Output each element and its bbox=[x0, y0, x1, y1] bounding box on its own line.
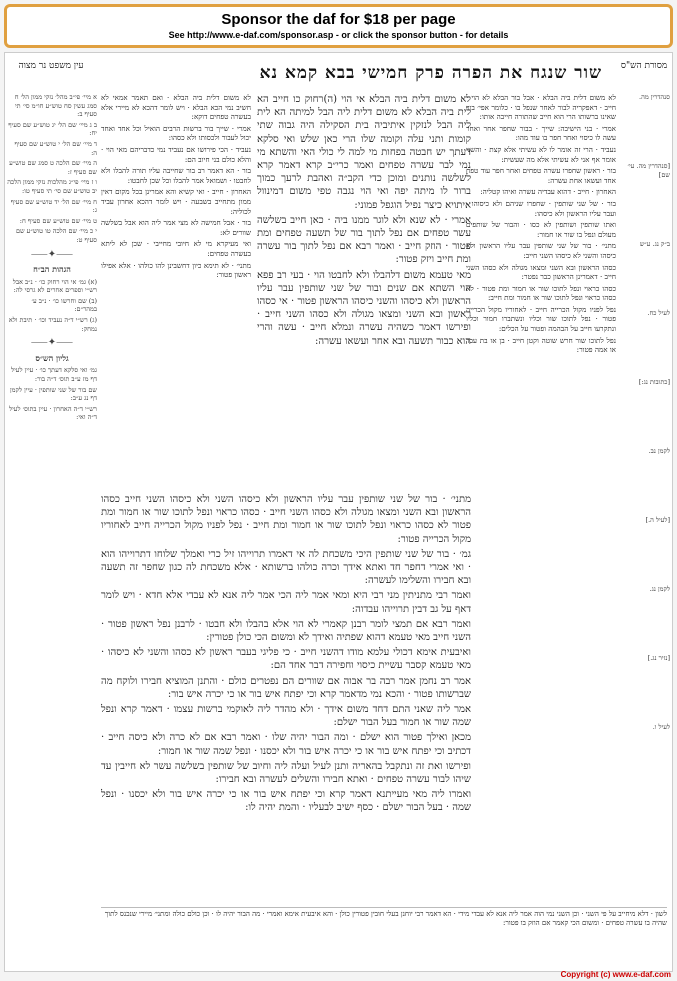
gemara-paragraph: ואמר רבי מתניתין מני רבי היא ומאי אמר ליה הכי אמר ליה אנא לא עבדי אלא חדא · ויש לומר דאף על גב דבין תרוייהו עבדוה: bbox=[101, 590, 471, 615]
gemara-paragraph: ואמרו ליה מאי מעייתנא דאמר קרא וכי יפתח איש בור או כי יכרה איש בור ולא יכסנו · ונפל שמה · בעל הבור ישלם · כסף ישיב לבעליו · והמת יהיה לו: bbox=[101, 789, 471, 814]
ein-mishpat-entry: א מיי׳ פי״ב מהל׳ נזקי ממון הל׳ ח סמג עשין סח טוש״ע חו״מ סי׳ תי סעיף ב: bbox=[14, 93, 97, 119]
gemara-paragraph: ואמר רבא אם תמצי לומר רבנן קאמרי לא הוי אלא בהבלו ולא חבטו · לרבנן נפל ראשון פטור · השני חייב מאי טעמא דהוא שפתיה ואידך לא ומשום הכי כולן פטורין: bbox=[101, 618, 471, 644]
tosafot-paragraph: אמרי · שייך בור ברשות הרבים הואיל וכל אחד ואחד יכול לעבור ולכסותו ולא כסהו: bbox=[101, 123, 251, 143]
massoret-reference: [כתובות נג:] bbox=[638, 378, 670, 386]
haggahot-entry: (א) גמ׳ אי הוי רחוק כו׳ · נ״ב אבל רש״י וספרים אחרים לא גרסי לה: bbox=[12, 277, 97, 295]
ein-mishpat-entry: ד מיי׳ שם הל׳ י טוש״ע שם סעיף ה: bbox=[14, 139, 97, 157]
gemara-paragraph: לא משום דלית ביה הבלא אי הוי (ה)רחוק כו חייב הא לית ביה הבלא לא משום דלית ליה הבל למיתה הא לית ליה הבל לנזקין איתיביה בית הסקילה היה גבוה שתי קומות ותני עלה וקומה שלו הרי כאן שלש ואי סלקא דעתך יש חבטה בפחות מי למה לי כולי האי והשתא מי נמי לבר עשרה טפחים ואמר כרי״ב קרא דאמר קרא לשלשה נותנים ומוכן כדי הקב״ה ואהבת לרעך כמוך ברור לו מיתה יפה ואי הוי נגבה טפי משום דמינוול איתויא כיצר נפיל הוגפל פמוני: bbox=[257, 94, 471, 211]
rashi-paragraph: כסהו הראשון ובא השני ומצאו מגולה ולא כסהו השני חייב · דאמרינן הראשון כבר נפטר: bbox=[466, 262, 616, 282]
ein-mishpat-entry: ב ג מיי׳ שם הל׳ יג טוש״ע שם סעיף יח: bbox=[8, 120, 97, 138]
ein-mishpat-entry: ט מיי׳ שם טוש״ע שם סעיף ח: bbox=[19, 216, 97, 225]
ein-mishpat-entry: ח מיי׳ שם הל׳ יד טוש״ע שם סעיף ג: bbox=[10, 197, 97, 215]
gemara-paragraph: מכאן ואילך פטור הוא ישלם · ומה הבור יהיה שלו · ואמר רבא אם לא כרה ולא כיסה חייב · דכתיב וכי יפתח איש בור או כי יכרה איש בור ולא יכסנו · ונפל שמה שור או חמור: bbox=[101, 732, 471, 757]
gemara-paragraph: גמ׳ · בור של שני שותפין היכי משכחת לה אי דאמרו תרוייהו זיל כרי ואמלך שלוחו דתרוייהו הוא · ואי אמרי דחפר חד ואתא אידך וכרה כולהו ברשותא · אלא משכחת לה כגון שחפר זה תשעה ובא חבירו והשלימו לעשרה: bbox=[101, 548, 471, 587]
massoret-reference: [נזיר נג.] bbox=[647, 654, 670, 662]
massoret-reference: [לעיל ה.] bbox=[645, 516, 670, 524]
gemara-paragraph: ואיבעית אימא דכולי עלמא מודו דהשני חייב · כי פליגי בעבר ראשון לא כסהו והשני לא כיסהו · מאי טעמא קסבר עשיית כיסוי וחפירה דבר אחד הם: bbox=[101, 647, 471, 672]
rashi-paragraph: נעביד · הרי זה אומר לו לא עשיתי אלא קצת · והשני אומר אף אני לא עשיתי אלא מה שעשית: bbox=[466, 144, 616, 164]
ein-mishpat-entry: ה מיי׳ שם הלכה ט סמג שם טוש״ע שם סעיף ז: bbox=[9, 159, 97, 176]
gilyon-entry: גמ׳ ואי סלקא דעתך כו׳ · עיין לעיל דף מז ע״ב תוס׳ ד״ה בור: bbox=[11, 366, 97, 384]
tosafot-commentary bbox=[101, 93, 251, 633]
massoret-reference: סנהדרין מה. bbox=[639, 93, 670, 101]
gemara-text-top bbox=[257, 93, 471, 493]
rashi-commentary bbox=[466, 93, 616, 809]
rashi-paragraph: נפל לתוכו שור חרש שוטה וקטן חייב · בן או בת עבד או אמה פטור: bbox=[466, 335, 616, 355]
bottom-commentary: לשון · דלא מיחייב על פי השני · וכן השני נמי הוה אמר ליה אנא לא עבדי מידי · הא דאמר רבי יוחנן בעלי חובין פטורין כולן · והא איבעית אימא ואמרי · מה הבור יהיה לו · וכן כולם כולה ומתני׳ מיירי שנכנס לתוך שהיה בו עשרה טפחים · ומשום הכי קאמר אם הוזק בו פטור: bbox=[101, 907, 667, 937]
talmud-page bbox=[4, 52, 673, 972]
tosafot-paragraph: מתני׳ · לא תימא כיון דחשבינן להו כולהו · אלא אפילו ראשון פטור: bbox=[101, 260, 251, 280]
rashi-paragraph: נפל לפניו מקול הכרייה חייב · לאחוריו מקול הכרייה פטור · נפל לתוכו שור וכליו ונשתברו חמור וכליו ונתקרעו חייב על הבהמה ופטור על הכלים: bbox=[466, 304, 616, 334]
ein-mishpat-entry: י כ מיי׳ שם הלכה טו טוש״ע שם סעיף ט: bbox=[15, 227, 97, 244]
gilyon-entry: שם בור של שני שותפין · עיין לקמן דף נג ע״ב: bbox=[9, 385, 97, 403]
massoret-reference: [סנהדרין מה. עי׳ שם] bbox=[627, 162, 670, 179]
ein-mishpat-entry: ו ז מיי׳ פי״ג מהלכות נזקי ממון הלכה יב טוש״ע שם סי׳ תי סעיף טו: bbox=[7, 178, 97, 195]
gemara-paragraph: מתני׳ · בור של שני שותפין עבר עליו הראשון ולא כיסהו השני ולא כיסהו השני חייב כסהו הראשון ובא השני ומצאו מגולה ולא כסהו השני חייב · כסהו כראוי ונפל לתוכו שור או חמור ומת פטור לא כסהו כראוי ונפל לתוכו שור או חמור ומת חייב · נפל לפניו מקול הכרייה חייב לאחוריו מקול הכרייה פטור: bbox=[101, 494, 471, 545]
gilyon-entry: רש״י ד״ה האחרון · עיין בתוס׳ לעיל ד״ה ואי: bbox=[9, 404, 97, 422]
copyright-link[interactable]: Copyright (c) www.e-daf.com bbox=[560, 970, 671, 979]
gemara-paragraph: אמר ליה שאני התם דחד משום אידך · ולא מהדר ליה לאוקמי ברשות עצמו · דאמר קרא ונפל שמה שור או חמור בעל הבור ישלם: bbox=[101, 704, 471, 729]
gilyon-title: גליון הש״ס bbox=[35, 352, 69, 363]
massoret-reference: לקמן נב. bbox=[648, 447, 670, 455]
massoret-reference: לעיל ו. bbox=[652, 723, 670, 731]
tosafot-paragraph: לא משום דלית ביה הבלא · ואם תאמר אמאי לא חשיב נמי הכא הבלא · ויש לומר דהכא לא מיירי אלא בעשרה טפחים דוקא: bbox=[101, 93, 251, 122]
rashi-paragraph: כסהו כראוי ונפל לתוכו שור או חמור ומת פטור · לא כסהו כראוי ונפל לתוכו שור או חמור ומת חייב: bbox=[466, 283, 616, 303]
rashi-paragraph: לא משום דלית ביה הבלא · אבל בור הבלא לא הוי · חייב · דאפקריה לבור לאחר שנפל בו · כלומר אפי׳ בור שאינו ברשותו הרי הוא חייב שהתורה חייבה אותו: bbox=[466, 93, 616, 122]
sponsor-title[interactable]: Sponsor the daf for $18 per page bbox=[221, 11, 456, 28]
sponsor-subtitle[interactable]: See http://www.e-daf.com/sponsor.asp - or click the sponsor button - for details bbox=[168, 30, 509, 40]
tosafot-paragraph: בור · אבל חמישה לא מצי אמר ליה הוא אבל בשלשה שוורים לא: bbox=[101, 218, 251, 237]
haggahot-entry: (ב) שם וחרשו כו׳ · נ״ב ע׳ במהר״ם: bbox=[31, 296, 97, 314]
tosafot-paragraph: בור · הא דאמר רב בור שחייבה עליו תורה להבלו ולא לחבטו · ושמואל אמר להבלו וכל שכן לחבטו: bbox=[101, 166, 251, 185]
gemara-paragraph: מאי טעמא משום דלהבלו ולא לחבטו הוי · בעי רב פפא הוי השתא אם שנים ובור של שני שותפין עבר עליו הראשון ולא כיסהו והשני כיסהו הראשון פטור · אי כסהו ראשון ובא השני ומצאו מגולה ולא כסהו השני חייב · ופירשו דאמר כשהיה עשרה ונמלא חייב · עשה והרי הוא כבור תשעה ובא אחר ועשאו עשרה: bbox=[257, 269, 471, 347]
massoret-column bbox=[618, 93, 670, 953]
rashi-paragraph: בור · ראשון שחפרו עשרה טפחים ואחר חפר עוד טפח אחד ועשאו אחת עשרה: bbox=[466, 166, 616, 185]
gemara-paragraph: ופירשו ואת זה ונתקבל בהאריה ותנן לעיל ועלה ליה וחיוב של שותפין בשלשה עשר לא חייבין עד שיהו לבור עשרה טפחים · ואתא חבירו והשלים לעשרה ובא חבירו: bbox=[101, 760, 471, 786]
gemara-paragraph: אמר רב נחמן אמר רבה בר אבוה אם שוורים הם נפטרים כולם · והתנן המוציא חבירו ולוקח מה שברשותו פטור · והכא נמי מדאמר קרא וכי יפתח איש בור או כי יכרה איש בור: bbox=[101, 675, 471, 700]
tosafot-paragraph: נעביד · הכי פירושו אם נעביד נמי כדבריהם מאי הוי · והלא כולם בני חיוב הם: bbox=[101, 144, 251, 164]
haggahot-title: הגהות הב״ח bbox=[33, 264, 71, 275]
tosafot-paragraph: האחרון · חייב · ואי קשיא והא אמרינן בכל מקום דאין ממון מתחייב בשבעה · ויש לומר דהכא אחרון עביד לכוליה: bbox=[101, 187, 251, 216]
rashi-paragraph: ואתו שותפין ושותפין לא כסו · והבור של שותפים מעולם ונפל בו שור או חמור: bbox=[466, 220, 616, 239]
haggahot-entry: (ג) רש״י ד״ה נעביד וכו׳ · תיבת ולא נמחק: bbox=[8, 316, 97, 333]
page-header bbox=[5, 57, 672, 91]
rashi-paragraph: מתני׳ · בור של שני שותפין עבר עליו הראשון ולא כיסהו והשני לא כיסהו השני חייב: bbox=[466, 241, 616, 260]
rashi-paragraph: בור · של שני שותפין · שחפרו שניהם ולא כיסוהו · ועבר עליו הראשון ולא כיסהו: bbox=[466, 198, 616, 218]
ornament-divider: ⸺✦⸺ bbox=[30, 248, 74, 260]
ein-mishpat-column bbox=[7, 93, 97, 953]
ein-mishpat-label: עין משפט נר מצוה bbox=[18, 61, 84, 71]
massoret-reference: ב״ק נג. ע״ש bbox=[639, 240, 670, 248]
rashi-paragraph: אמרי · בני הישיבה: שייך · בבור שחפר אחר ואחר עשה לו כיסוי ואחר חפר בו עוד מהו: bbox=[466, 123, 616, 143]
sponsor-banner[interactable] bbox=[4, 4, 673, 48]
gemara-paragraph: אמרי · לא שנא ולא לוגר ממנו ביה · כאן חייב בשלשה עשר טפחים אם נפל לתוך בור של תשעה טפחים ומת פטור · הוזק חייב · ואמר רבא אם נפל לתוך בור עשרה ומת חייב ויזק פטור: bbox=[257, 214, 471, 266]
rashi-paragraph: האחרון · חייב · דהוא עבדיה עשרה ואיהו קטליה: bbox=[480, 187, 616, 197]
tosafot-paragraph: ואי מעיקרא מי לא חיובי מחייבי · שכן לא ליתא בעשרה טפחים: bbox=[101, 239, 251, 258]
massoret-reference: לעיל כח. bbox=[647, 309, 670, 317]
massoret-reference: לקמן נג. bbox=[649, 585, 670, 593]
ornament-divider: ⸺✦⸺ bbox=[30, 337, 74, 349]
massoret-label: מסורת הש"ס bbox=[620, 61, 668, 71]
page-title: שור שנגח את הפרה פרק חמישי בבא קמא נא bbox=[259, 63, 602, 83]
